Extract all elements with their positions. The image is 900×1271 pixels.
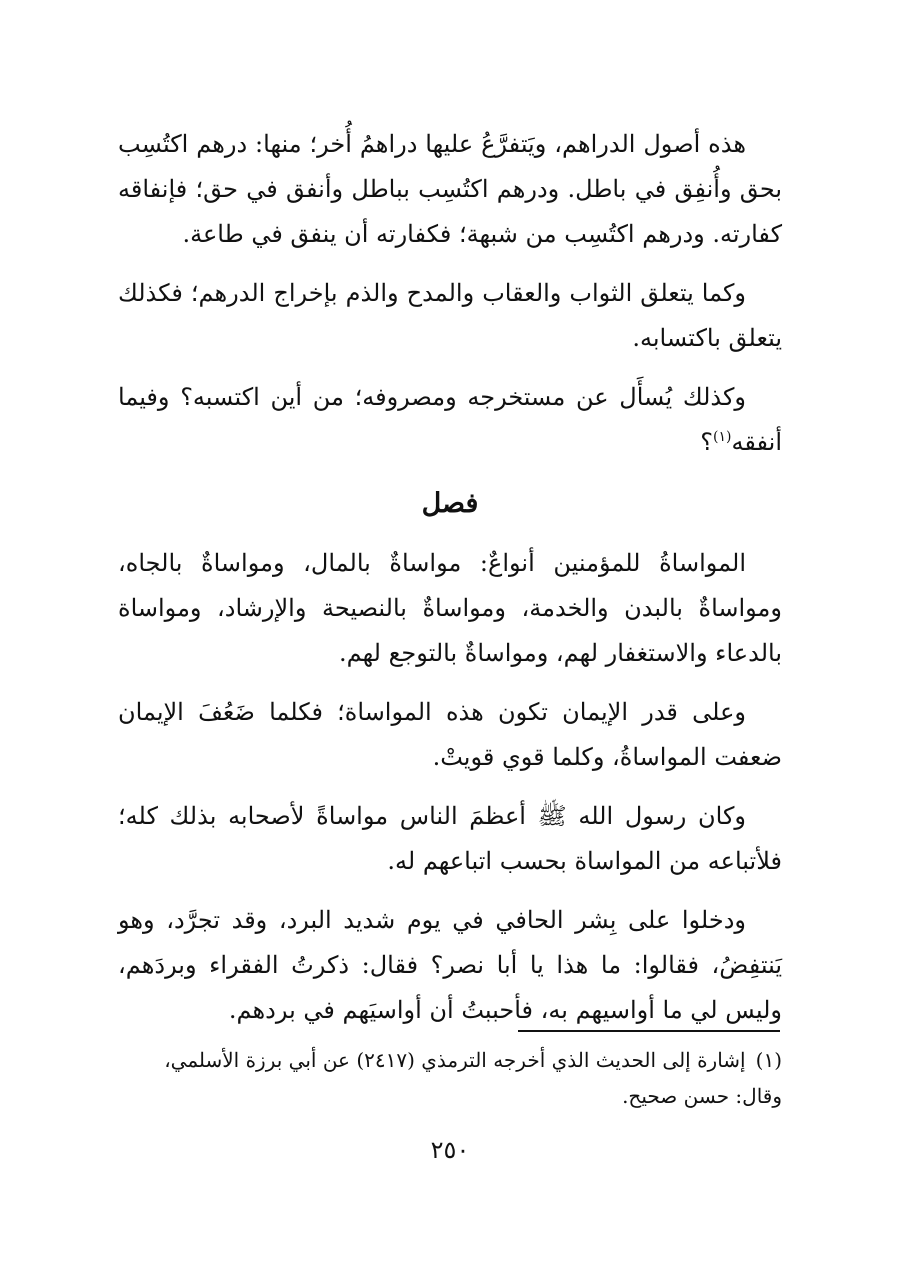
paragraph-3-end: ؟ [700,428,714,456]
page-number: ٢٥٠ [430,1136,470,1164]
footnote-reference[interactable]: (١) [713,429,732,445]
footnote-block [118,1042,782,1114]
section-paragraph-2: وعلى قدر الإيمان تكون هذه المواساة؛ فكلما ضَعُفَ الإيمان ضعفت المواساةُ، وكلما قوي قويتْ. [118,698,782,771]
paragraph-2: وكما يتعلق الثواب والعقاب والمدح والذم بإخراج الدرهم؛ فكذلك يتعلق باكتسابه. [118,279,782,352]
page-body [118,122,782,1047]
section-heading: فصل [421,488,479,519]
section-paragraph-4: ودخلوا على بِشر الحافي في يوم شديد البرد، وقد تجرَّد، وهو يَنتفِضُ، فقالوا: ما هذا يا أبا نصر؟ فقال: ذكرتُ الفقراء وبردَهم، وليس لي ما أواسيهم به، فأحببتُ أن أواسيَهم في بردهم. [118,906,782,1024]
footnote-divider [518,1030,780,1032]
footnote-text: إشارة إلى الحديث الذي أخرجه الترمذي (٢٤١٧) عن أبي برزة الأسلمي، وقال: حسن صحيح. [164,1048,782,1108]
section-paragraph-3: وكان رسول الله ﷺ أعظمَ الناس مواساةً لأصحابه بذلك كله؛ فلأتباعه من المواساة بحسب اتباعهم له. [118,802,782,875]
paragraph-3-text: وكذلك يُسأَل عن مستخرجه ومصروفه؛ من أين اكتسبه؟ وفيما أنفقه [118,383,782,456]
section-paragraph-1: المواساةُ للمؤمنين أنواعٌ: مواساةٌ بالمال، ومواساةٌ بالجاه، ومواساةٌ بالبدن والخدمة، ومواساةٌ بالنصيحة والإرشاد، ومواساة بالدعاء والاستغفار لهم، ومواساةٌ بالتوجع لهم. [118,549,782,667]
paragraph-1: هذه أصول الدراهم، ويَتفرَّعُ عليها دراهمُ أُخر؛ منها: درهم اكتُسِب بحق وأُنفِق في باطل. ودرهم اكتُسِب بباطل وأنفق في حق؛ فإنفاقه كفارته. ودرهم اكتُسِب من شبهة؛ فكفارته أن ينفق في طاعة. [118,130,782,248]
paragraph-3 [118,375,782,465]
footnote-marker: (١) [755,1048,782,1072]
